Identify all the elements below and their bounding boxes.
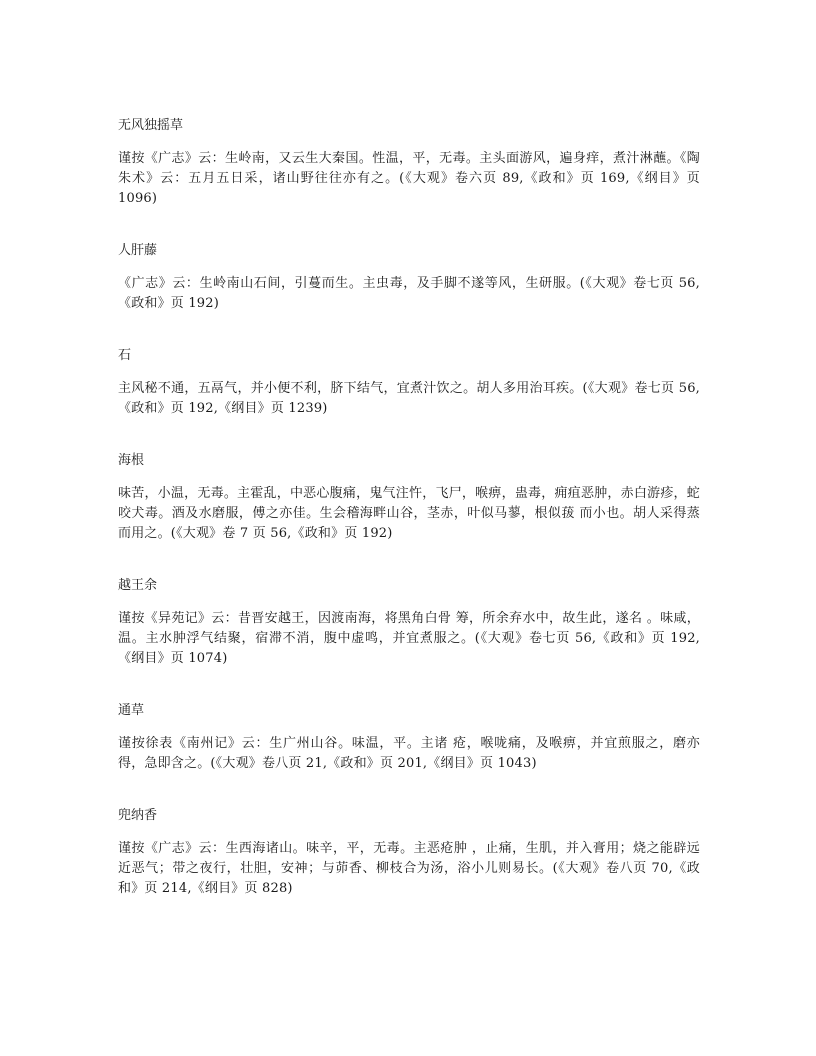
entry-haigen <box>118 451 700 544</box>
entry-body: 《广志》云：生岭南山石间，引蔓而生。主虫毒，及手脚不遂等风，生研服。(《大观》卷七页 56,《政和》页 192) <box>118 276 700 311</box>
entry-body: 谨按《广志》云：生西海诸山。味辛，平，无毒。主恶疮肿 ，止痛，生肌，并入膏用；烧之能辟远近恶气；带之夜行，壮胆，安神；与茆香、柳枝合为汤，浴小儿则易长。(《大观》卷八页 70,《政和》页 214,《纲目》页 828) <box>118 841 700 896</box>
entry-tongcao <box>118 701 700 774</box>
entry-title: 越王余 <box>118 578 158 593</box>
entry-title: 人肝藤 <box>118 243 158 258</box>
entry-title: 通草 <box>118 703 145 718</box>
entry-rengan-teng <box>118 241 700 314</box>
entry-shi <box>118 346 700 419</box>
entry-body: 主风秘不通，五鬲气，并小便不利，脐下结气，宜煮汁饮之。胡人多用治耳疾。(《大观》卷七页 56,《政和》页 192,《纲目》页 1239) <box>118 381 700 416</box>
entry-dounaxiang <box>118 806 700 899</box>
entry-body: 味苦，小温，无毒。主霍乱，中恶心腹痛，鬼气注忤，飞尸，喉痹，蛊毒，痈疽恶肿，赤白游疹，蛇咬犬毒。酒及水磨服，傅之亦佳。生会稽海畔山谷，茎赤，叶似马蓼，根似菝 而小也。胡人采得蒸而用之。(《大观》卷 7 页 56,《政和》页 192) <box>118 486 700 541</box>
entry-yuewangyu <box>118 576 700 669</box>
entry-title: 无风独摇草 <box>118 118 184 133</box>
entry-wufeng-duyaocao <box>118 116 700 209</box>
document-page <box>118 116 700 899</box>
entry-title: 海根 <box>118 453 145 468</box>
entry-title: 石 <box>118 348 132 363</box>
entry-body: 谨按徐表《南州记》云：生广州山谷。味温，平。主诸 疮，喉咙痛，及喉痹，并宜煎服之，磨亦得，急即含之。(《大观》卷八页 21,《政和》页 201,《纲目》页 1043) <box>118 736 700 771</box>
entry-body: 谨按《异苑记》云：昔晋安越王，因渡南海，将黑角白骨 筹，所余弃水中，故生此，遂名 。味咸，温。主水肿浮气结聚，宿滞不消，腹中虚鸣，并宜煮服之。(《大观》卷七页 56,《政和》页 192,《纲目》页 1074) <box>118 611 700 666</box>
entry-body: 谨按《广志》云：生岭南，又云生大秦国。性温，平，无毒。主头面游风，遍身痒，煮汁淋蘸。《陶朱术》云：五月五日采，诸山野往往亦有之。(《大观》卷六页 89,《政和》页 169,《纲目》页 1096) <box>118 151 700 206</box>
entry-title: 兜纳香 <box>118 808 158 823</box>
